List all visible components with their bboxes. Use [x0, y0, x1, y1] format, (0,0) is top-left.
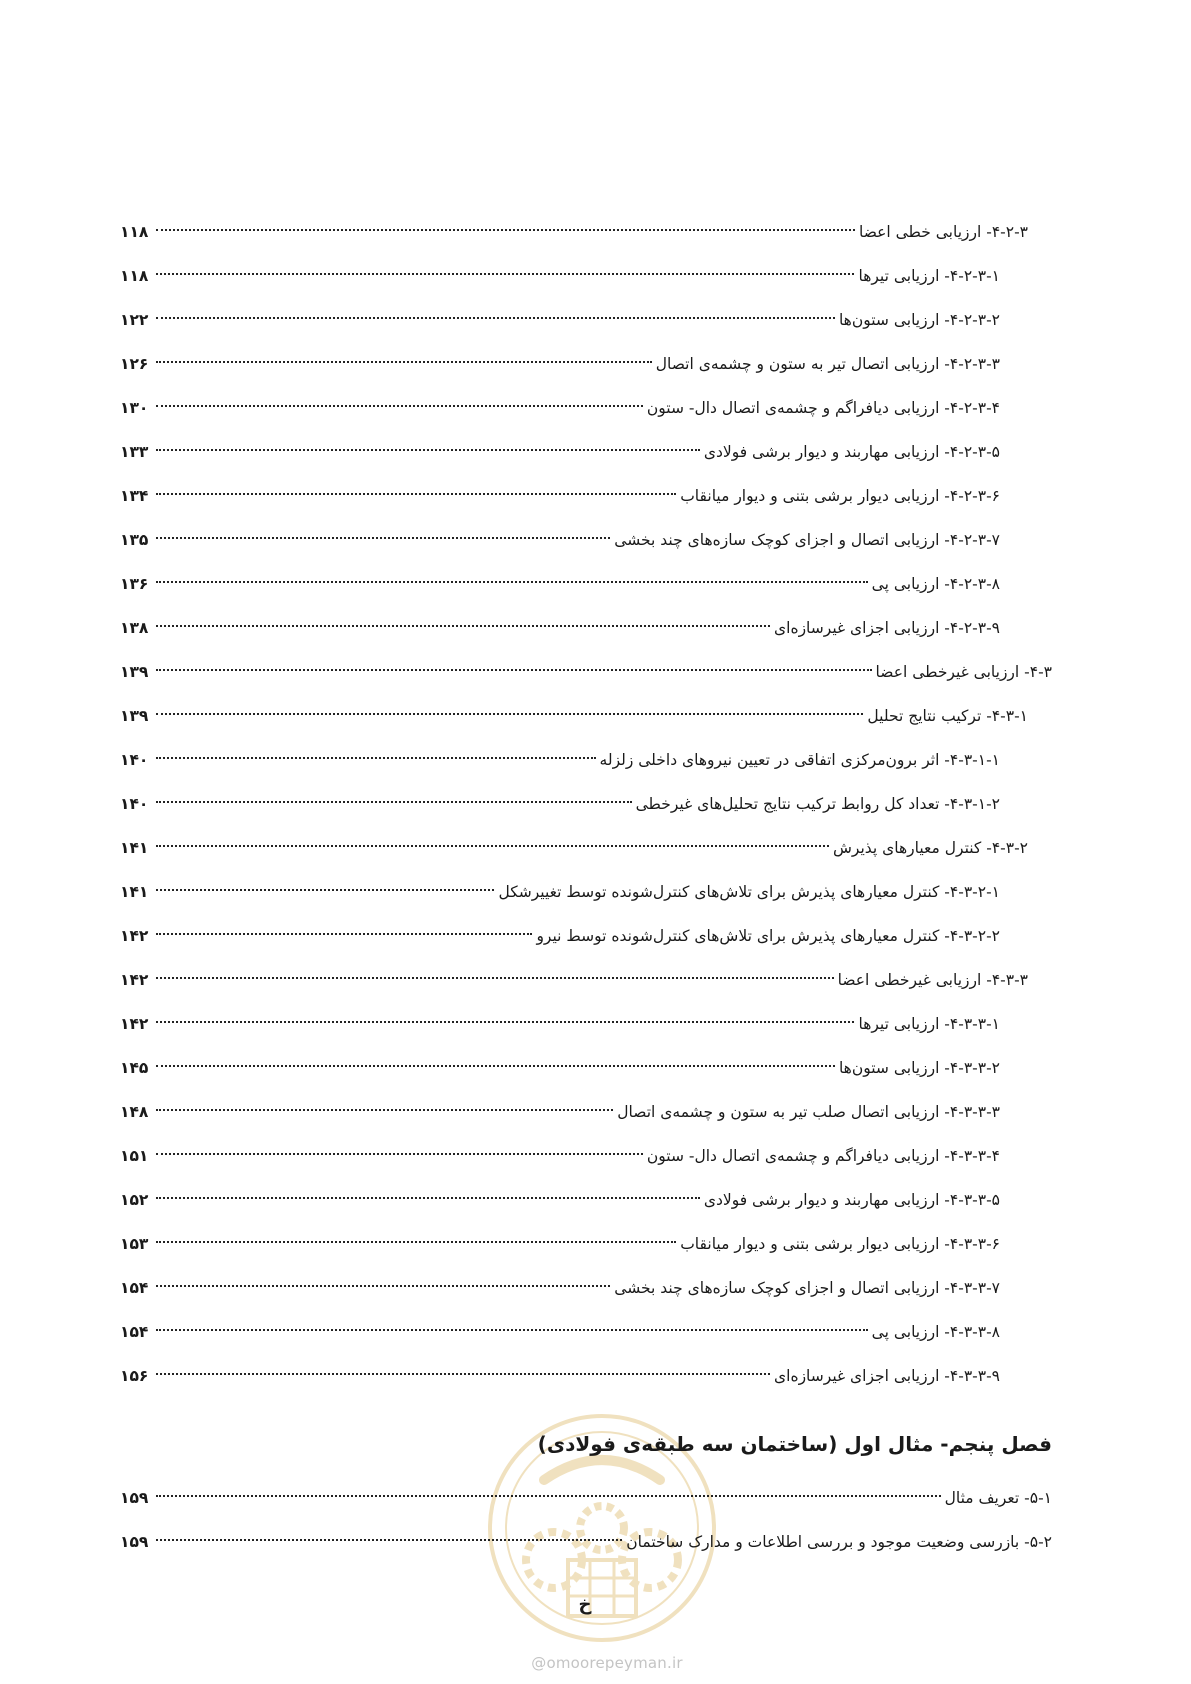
toc-entry-page: ۱۴۲	[120, 927, 149, 945]
toc-entry-page: ۱۳۶	[120, 575, 149, 593]
toc-entry-page: ۱۴۵	[120, 1059, 149, 1077]
watermark-url: @omoorepeyman.ir	[531, 1654, 683, 1672]
dot-leader	[156, 669, 872, 671]
dot-leader	[156, 1539, 622, 1541]
dot-leader	[156, 1373, 770, 1375]
dot-leader	[156, 625, 770, 627]
dot-leader	[156, 1329, 868, 1331]
toc-entry-title: ۴-۲-۳-۴- ارزیابی دیافراگم و چشمه‌ی اتصال دال- ستون	[646, 399, 1000, 417]
dot-leader	[156, 713, 863, 715]
dot-leader	[156, 1241, 676, 1243]
toc-entry[interactable]	[120, 1222, 1052, 1266]
dot-leader	[156, 273, 854, 275]
toc-entry-page: ۱۳۴	[120, 487, 149, 505]
toc-entry-title: ۴-۳- ارزیابی غیرخطی اعضا	[875, 663, 1052, 681]
toc-entry[interactable]	[120, 1520, 1052, 1564]
toc-entry-title: ۴-۲-۳-۱- ارزیابی تیرها	[858, 267, 1000, 285]
toc-entry[interactable]	[120, 342, 1052, 386]
toc-entry-page: ۱۴۲	[120, 1015, 149, 1033]
toc-entry-page: ۱۳۸	[120, 619, 149, 637]
toc-entry-page: ۱۵۴	[120, 1323, 149, 1341]
dot-leader	[156, 1153, 643, 1155]
toc-entry-page: ۱۴۲	[120, 971, 149, 989]
toc-entry-title: ۴-۳-۱- ترکیب نتایج تحلیل	[867, 707, 1028, 725]
toc-entry[interactable]	[120, 210, 1052, 254]
toc-entry-title: ۴-۳-۳-۲- ارزیابی ستون‌ها	[838, 1059, 1000, 1077]
toc-entry-page: ۱۳۳	[120, 443, 149, 461]
toc-entry[interactable]	[120, 1266, 1052, 1310]
toc-entry-title: ۴-۳-۳-۵- ارزیابی مهاربند و دیوار برشی فولادی	[703, 1191, 1000, 1209]
toc-entry-title: ۴-۲-۳- ارزیابی خطی اعضا	[858, 223, 1028, 241]
toc-entry[interactable]	[120, 1002, 1052, 1046]
toc-entry-page: ۱۴۱	[120, 839, 149, 857]
toc-entry-page: ۱۳۵	[120, 531, 149, 549]
toc-entry-title: ۵-۲- بازرسی وضعیت موجود و بررسی اطلاعات و مدارک ساختمان	[626, 1533, 1052, 1551]
toc-entry-page: ۱۴۰	[120, 795, 149, 813]
dot-leader	[156, 581, 868, 583]
toc-entry[interactable]	[120, 826, 1052, 870]
toc-entry[interactable]	[120, 738, 1052, 782]
dot-leader	[156, 757, 596, 759]
dot-leader	[156, 1495, 941, 1497]
toc-entry[interactable]	[120, 914, 1052, 958]
dot-leader	[156, 361, 652, 363]
toc-entry[interactable]	[120, 562, 1052, 606]
toc-entry-page: ۱۳۹	[120, 663, 149, 681]
page-number: خ	[578, 1594, 592, 1615]
toc-entry[interactable]	[120, 1310, 1052, 1354]
dot-leader	[156, 493, 676, 495]
toc-entry-page: ۱۲۶	[120, 355, 149, 373]
dot-leader	[156, 933, 532, 935]
toc-entry-title: ۴-۳-۳-۸- ارزیابی پی	[871, 1323, 1000, 1341]
dot-leader	[156, 1021, 854, 1023]
toc-entry-title: ۴-۳-۳-۶- ارزیابی دیوار برشی بتنی و دیوار میانقاب	[680, 1235, 1000, 1253]
toc-entry-page: ۱۱۸	[120, 267, 149, 285]
dot-leader	[156, 1065, 835, 1067]
dot-leader	[156, 889, 494, 891]
toc-entry-title: ۴-۲-۳-۹- ارزیابی اجزای غیرسازه‌ای	[774, 619, 1000, 637]
toc-entry[interactable]	[120, 430, 1052, 474]
toc-entry-title: ۴-۲-۳-۶- ارزیابی دیوار برشی بتنی و دیوار میانقاب	[680, 487, 1000, 505]
toc-entry[interactable]	[120, 606, 1052, 650]
toc-entry-title: ۵-۱- تعریف مثال	[944, 1489, 1052, 1507]
toc-entry-title: ۴-۳-۳-۳- ارزیابی اتصال صلب تیر به ستون و چشمه‌ی اتصال	[617, 1103, 1000, 1121]
dot-leader	[156, 801, 632, 803]
toc-entry-page: ۱۳۹	[120, 707, 149, 725]
toc-entry[interactable]	[120, 1476, 1052, 1520]
toc-entry-page: ۱۵۴	[120, 1279, 149, 1297]
toc-entry-page: ۱۵۶	[120, 1367, 149, 1385]
toc-entry[interactable]	[120, 254, 1052, 298]
dot-leader	[156, 229, 855, 231]
toc-entry-page: ۱۵۹	[120, 1533, 149, 1551]
toc-entry-title: ۴-۲-۳-۲- ارزیابی ستون‌ها	[838, 311, 1000, 329]
toc-entry[interactable]	[120, 1178, 1052, 1222]
toc-entry-title: ۴-۳-۳-۷- ارزیابی اتصال و اجزای کوچک سازه‌های چند بخشی	[614, 1279, 1000, 1297]
toc-entry[interactable]	[120, 650, 1052, 694]
toc-entry[interactable]	[120, 1046, 1052, 1090]
toc-entry-title: ۴-۲-۳-۵- ارزیابی مهاربند و دیوار برشی فولادی	[703, 443, 1000, 461]
dot-leader	[156, 317, 835, 319]
toc-entry-page: ۱۳۰	[120, 399, 149, 417]
toc-entry-title: ۴-۳-۱-۱- اثر برون‌مرکزی اتفاقی در تعیین نیروهای داخلی زلزله	[599, 751, 1000, 769]
toc-entry-page: ۱۱۸	[120, 223, 149, 241]
toc-entry-title: ۴-۳-۱-۲- تعداد کل روابط ترکیب نتایج تحلیل‌های غیرخطی	[635, 795, 1000, 813]
toc-entry-title: ۴-۳-۲-۱- کنترل معیارهای پذیرش برای تلاش‌های کنترل‌شونده توسط تغییرشکل	[498, 883, 1000, 901]
dot-leader	[156, 845, 829, 847]
chapter-toc	[120, 1476, 1052, 1564]
toc-entry[interactable]	[120, 694, 1052, 738]
toc-entry[interactable]	[120, 518, 1052, 562]
toc-entry-title: ۴-۲-۳-۷- ارزیابی اتصال و اجزای کوچک سازه‌های چند بخشی	[614, 531, 1000, 549]
dot-leader	[156, 405, 643, 407]
dot-leader	[156, 1285, 610, 1287]
dot-leader	[156, 537, 610, 539]
toc-entry-title: ۴-۲-۳-۸- ارزیابی پی	[871, 575, 1000, 593]
toc-entry[interactable]	[120, 1134, 1052, 1178]
toc-entry-title: ۴-۳-۲-۲- کنترل معیارهای پذیرش برای تلاش‌های کنترل‌شونده توسط نیرو	[536, 927, 1000, 945]
toc-entry[interactable]	[120, 1354, 1052, 1398]
toc-entry-page: ۱۲۲	[120, 311, 149, 329]
toc-entry[interactable]	[120, 298, 1052, 342]
toc-entry-page: ۱۴۸	[120, 1103, 149, 1121]
toc-entry[interactable]	[120, 958, 1052, 1002]
toc-entry[interactable]	[120, 782, 1052, 826]
toc-entry-page: ۱۵۹	[120, 1489, 149, 1507]
toc-entry[interactable]	[120, 1090, 1052, 1134]
toc-entry-title: ۴-۲-۳-۳- ارزیابی اتصال تیر به ستون و چشمه‌ی اتصال	[655, 355, 1000, 373]
toc-entry-page: ۱۴۱	[120, 883, 149, 901]
dot-leader	[156, 1197, 700, 1199]
toc-entry-title: ۴-۳-۲- کنترل معیارهای پذیرش	[832, 839, 1028, 857]
toc-entry-page: ۱۵۱	[120, 1147, 149, 1165]
toc-entry[interactable]	[120, 386, 1052, 430]
toc-entry-title: ۴-۳-۳-۴- ارزیابی دیافراگم و چشمه‌ی اتصال دال- ستون	[646, 1147, 1000, 1165]
toc-entry-title: ۴-۳-۳-۹- ارزیابی اجزای غیرسازه‌ای	[774, 1367, 1000, 1385]
toc-entry-title: ۴-۳-۳-۱- ارزیابی تیرها	[858, 1015, 1000, 1033]
dot-leader	[156, 1109, 613, 1111]
dot-leader	[156, 977, 834, 979]
dot-leader	[156, 449, 700, 451]
toc-entry-page: ۱۴۰	[120, 751, 149, 769]
toc-entry[interactable]	[120, 870, 1052, 914]
chapter-heading: فصل پنجم- مثال اول (ساختمان سه طبقه‌ی فولادی)	[537, 1432, 1052, 1456]
table-of-contents	[120, 210, 1052, 1398]
toc-entry-page: ۱۵۳	[120, 1235, 149, 1253]
toc-entry-title: ۴-۳-۳- ارزیابی غیرخطی اعضا	[837, 971, 1028, 989]
toc-entry[interactable]	[120, 474, 1052, 518]
toc-entry-page: ۱۵۲	[120, 1191, 149, 1209]
